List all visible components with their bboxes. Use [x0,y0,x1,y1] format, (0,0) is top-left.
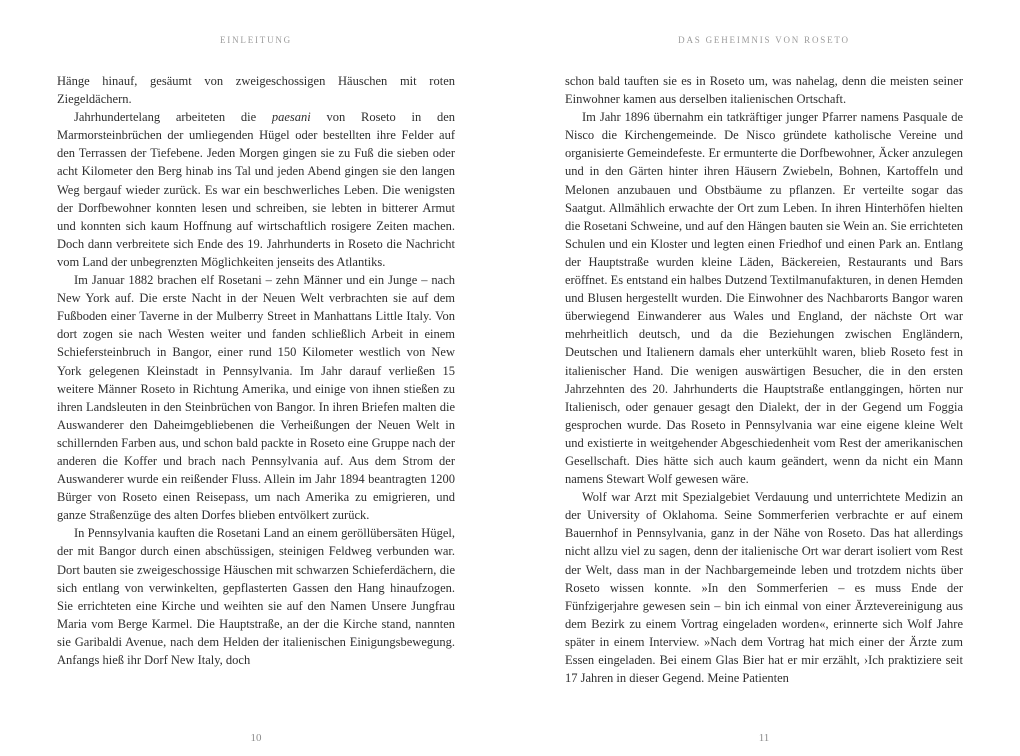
running-head-right: DAS GEHEIMNIS VON ROSETO [678,35,850,45]
paragraph [57,108,455,271]
text-run: von Roseto in den Marmorsteinbrüchen der umliegenden Hügel oder bestellten ihre Felder auf den Terrassen der Tiefebene. Jeden Morgen gingen sie zu Fuß die sieben oder acht Kilometer den Berg hinab ins Tal und jeden Abend gingen sie den langen Weg bergauf wieder zurück. Es war ein beschwerliches Leben. Die wenigsten der Dorfbewohner konnten lesen und schreiben, sie lebten in bitterer Armut und konnten sich kaum Hoffnung auf wirtschaftlich rosigere Zeiten machen. Doch dann verbreitete sich Ende des 19. Jahrhunderts in Roseto die Nachricht vom Land der unbegrenzten Möglichkeiten jenseits des Atlantiks. [57,110,455,269]
paragraph [57,271,455,524]
page-left [57,0,455,756]
text-run: schon bald tauften sie es in Roseto um, was nahelag, denn die meisten seiner Einwohner kamen aus derselben italienischen Ortschaft. [565,74,963,107]
text-run: In Pennsylvania kauften die Rosetani Land an einem geröllübersäten Hügel, der mit Bangor durch einen abschüssigen, steinigen Feldweg verbunden war. Dort bauten sie zweigeschossige Häuschen mit schwarzen Schieferdächern, die sich entlang von verwinkelten, gepflasterten Gassen den Hang hinaufzogen. Sie errichteten eine Kirche und weihten sie auf den Namen Unsere Jungfrau Maria vom Berge Karmel. Die Hauptstraße, an der die Kirche stand, nannten sie Garibaldi Avenue, nach dem Helden der italienischen Einigungsbewegung. Anfangs hieß ihr Dorf New Italy, doch [57,526,455,667]
paragraph [565,108,963,488]
page-number-right: 11 [758,732,770,744]
text-run: Wolf war Arzt mit Spezialgebiet Verdauung und unterrichtete Medizin an der University of Oklahoma. Seine Sommerferien verbrachte er auf einem Bauernhof in Pennsylvania, ganz in der Nähe von Roseto. Das hat allerdings nicht allzu viel zu sagen, denn der italienische Ort war derart isoliert vom Rest der Welt, dass man in der Nachbargemeinde leben und trotzdem nichts über Roseto wissen konnte. »In den Sommerferien – es muss Ende der Fünfzigerjahre gewesen sein – bin ich einmal von einer Ärztevereinigung aus dem Bezirk zu einem Vortrag eingeladen worden«, erinnerte sich Wolf Jahre später in einem Interview. »Nach dem Vortrag hat mich einer der Ärzte zum Essen eingeladen. Bei einem Glas Bier hat er mir erzählt, ›Ich praktiziere seit 17 Jahren in dieser Gegend. Meine Patienten [565,490,963,686]
page-body-right [565,72,963,724]
page-number-left: 10 [250,732,262,744]
paragraph [565,488,963,687]
page-body-left [57,72,455,724]
text-run-italic: paesani [271,110,311,125]
page-right [565,0,963,756]
paragraph [57,72,455,108]
running-head-left: EINLEITUNG [220,35,292,45]
text-run: Im Januar 1882 brachen elf Rosetani – zehn Männer und ein Junge – nach New York auf. Die erste Nacht in der Neuen Welt verbrachten sie auf dem Fußboden einer Taverne in der Mulberry Street in Manhattans Little Italy. Von dort zogen sie nach Westen weiter und fanden schließlich Arbeit in einem Schiefersteinbruch in Bangor, einer rund 150 Kilometer westlich von New York gelegenen Kleinstadt in Pennsylvania. Im Jahr darauf verließen 15 weitere Männer Roseto in Richtung Amerika, und einige von ihnen stießen zu ihren Landsleuten in den Steinbrüchen von Bangor. In ihren Briefen malten die Auswanderer den Daheimgebliebenen die Verheißungen der Neuen Welt in schillernden Farben aus, und schon bald packte in Roseto eine Gruppe nach der anderen die Koffer und brach nach Pennsylvania auf. Aus dem Strom der Auswanderer wurde ein reißender Fluss. Allein im Jahr 1894 beantragten 1200 Bürger von Roseto einen Reisepass, um nach Amerika zu emigrieren, und ganze Straßenzüge des alten Dorfes blieben entvölkert zurück. [57,273,455,523]
paragraph [57,524,455,669]
text-run: Jahrhundertelang arbeiteten die [74,110,272,125]
text-run: Im Jahr 1896 übernahm ein tatkräftiger junger Pfarrer namens Pasquale de Nisco die Kirchengemeinde. De Nisco gründete katholische Vereine und organisierte Gemeindefeste. Er ermunterte die Dorfbewohner, Äcker anzulegen und in den Gärten hinter ihren Häusern Zwiebeln, Bohnen, Kartoffeln und Melonen anzubauen und Obstbäume zu pflanzen. Er verteilte sogar das Saatgut. Allmählich erwachte der Ort zum Leben. In ihren Hinterhöfen hielten die Rosetani Schweine, und auf den Hängen bauten sie Wein an. Sie errichteten Schulen und ein Kloster und legten einen Friedhof und einen Park an. Entlang der Hauptstraße wurden kleine Läden, Bäckereien, Restaurants und Bars eröffnet. Es entstand ein halbes Dutzend Textilmanufakturen, in denen Hemden und Blusen hergestellt wurden. Die Einwohner des Nachbarorts Bangor waren überwiegend Einwanderer aus Wales und England, der nächste Ort war mehrheitlich deutsch, und da die Beziehungen zwischen Engländern, Deutschen und Italienern damals eher unterkühlt waren, blieb Roseto fest in italienischer Hand. Die wenigen auswärtigen Besucher, die in den ersten Jahrzehnten des 20. Jahrhunderts die Hauptstraße entlanggingen, hörten nur Italienisch, oder genauer gesagt den Dialekt, der in der Gegend um Foggia gesprochen wurde. Das Roseto in Pennsylvania war eine eigene kleine Welt und existierte in weitgehender Abgeschiedenheit vom Rest der amerikanischen Gesellschaft. Dies hätte sich auch kaum geändert, wenn da nicht ein Mann namens Stewart Wolf gewesen wäre. [565,110,963,487]
paragraph [565,72,963,108]
text-run: Hänge hinauf, gesäumt von zweigeschossigen Häuschen mit roten Ziegeldächern. [57,74,455,107]
